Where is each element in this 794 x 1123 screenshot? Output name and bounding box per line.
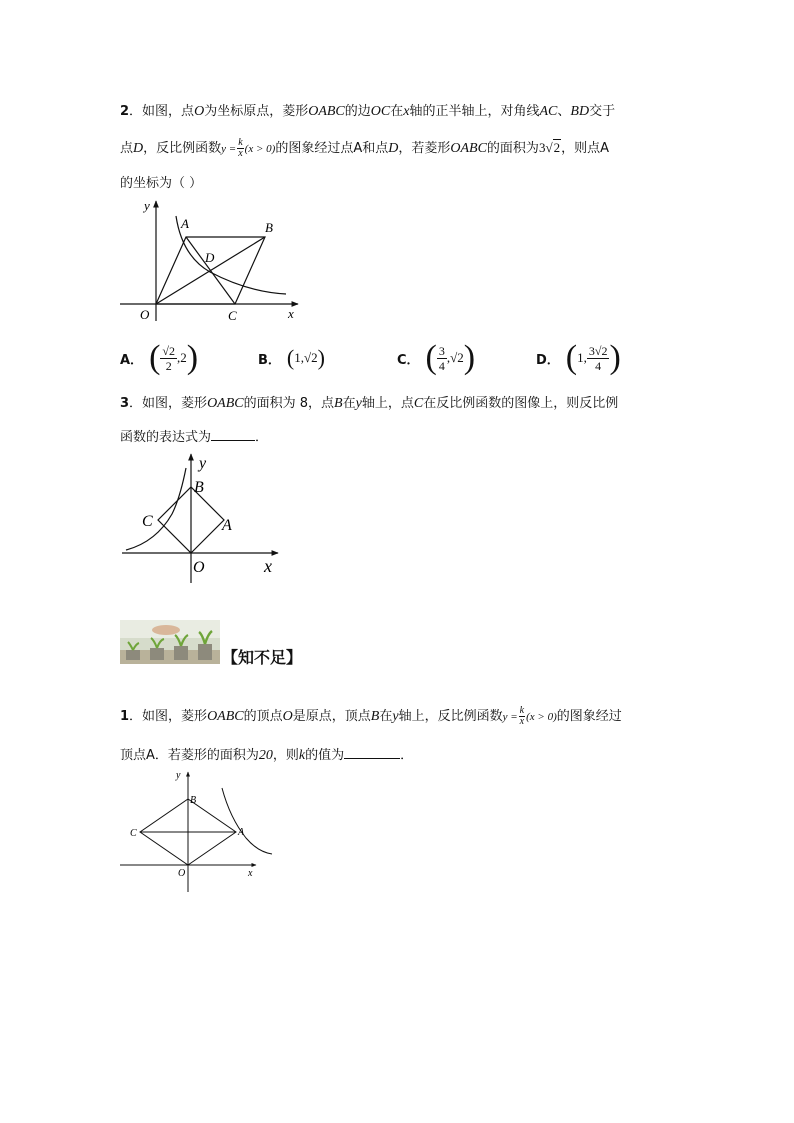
q3-line-1: 3．如图，菱形OABC的面积为 8，点B在y轴上，点C在反比例函数的图像上，则反比例	[120, 396, 619, 411]
q2-label-y: y	[144, 198, 150, 213]
s1-label-y: y	[176, 770, 181, 781]
s1-label-o: O	[178, 868, 186, 879]
q3-label-b: B	[194, 479, 204, 496]
s1-line-1: 1．如图，菱形OABC的顶点O是原点，顶点B在y轴上，反比例函数y = $\frac{k}{x}$ (x > 0)的图象经过	[120, 705, 622, 727]
q2-option-a[interactable]: A． ( √2 2 , 2 )	[120, 339, 199, 376]
q2-label-o: O	[140, 307, 150, 322]
q2-label-x: x	[288, 306, 294, 321]
s1-label-x: x	[248, 868, 253, 879]
s1-label-c: C	[130, 828, 137, 839]
s1-hyperbola	[222, 788, 272, 854]
q3-label-y: y	[199, 455, 207, 472]
s1-number: 1	[120, 709, 130, 724]
q2-option-d[interactable]: D． ( 1 , 3√2 4 )	[536, 339, 621, 376]
q3-label-x: x	[264, 556, 272, 576]
q2-option-b[interactable]: B． ( 1 , √2 )	[258, 345, 325, 370]
s1-k-over-x: $\frac{k}{x}$	[519, 705, 525, 727]
q3-line-2: 函数的表达式为 ．	[120, 426, 268, 448]
s1-label-a: A	[238, 827, 245, 838]
s1-answer-blank[interactable]	[344, 744, 400, 759]
q3-figure	[118, 450, 288, 585]
q2-label-b: B	[265, 220, 273, 235]
q2-label-a: A	[181, 216, 189, 231]
q2-line-3: 的坐标为（ ）	[120, 176, 203, 191]
section-title: 【知不足】	[222, 648, 303, 667]
q2-line-2: 点D，反比例函数y = $\frac{k}{x}$ (x > 0)的图象经过点A和点D，若菱形OABC的面积为3√2，则点A	[120, 137, 609, 159]
q3-label-a: A	[222, 517, 232, 534]
s1-line-2: 顶点A．若菱形的面积为20，则k的值为 ．	[120, 744, 413, 766]
q2-label-d: D	[205, 250, 215, 265]
q3-hyperbola	[126, 468, 186, 550]
q2-diagonal-ob	[156, 237, 265, 304]
q2-k-over-x: $\frac{k}{x}$	[238, 137, 243, 159]
q3-label-c: C	[142, 513, 153, 530]
plant-coins-icon	[120, 620, 220, 664]
q2-area-value: 3√2	[538, 140, 561, 155]
q2-figure	[118, 196, 308, 326]
q2-line-1: 2．如图，点O为坐标原点，菱形OABC的边OC在x轴的正半轴上，对角线AC、BD交于	[120, 104, 616, 119]
banner-picture	[120, 620, 220, 664]
q3-number: 3	[120, 396, 130, 411]
q3-label-o: O	[193, 559, 205, 576]
s1-figure	[118, 766, 278, 894]
q2-number: 2	[120, 104, 130, 119]
q3-answer-blank[interactable]	[211, 426, 255, 441]
q2-label-c: C	[228, 308, 237, 323]
q2-option-c[interactable]: C． ( 3 4 , √2 )	[397, 339, 476, 376]
s1-label-b: B	[190, 795, 197, 806]
